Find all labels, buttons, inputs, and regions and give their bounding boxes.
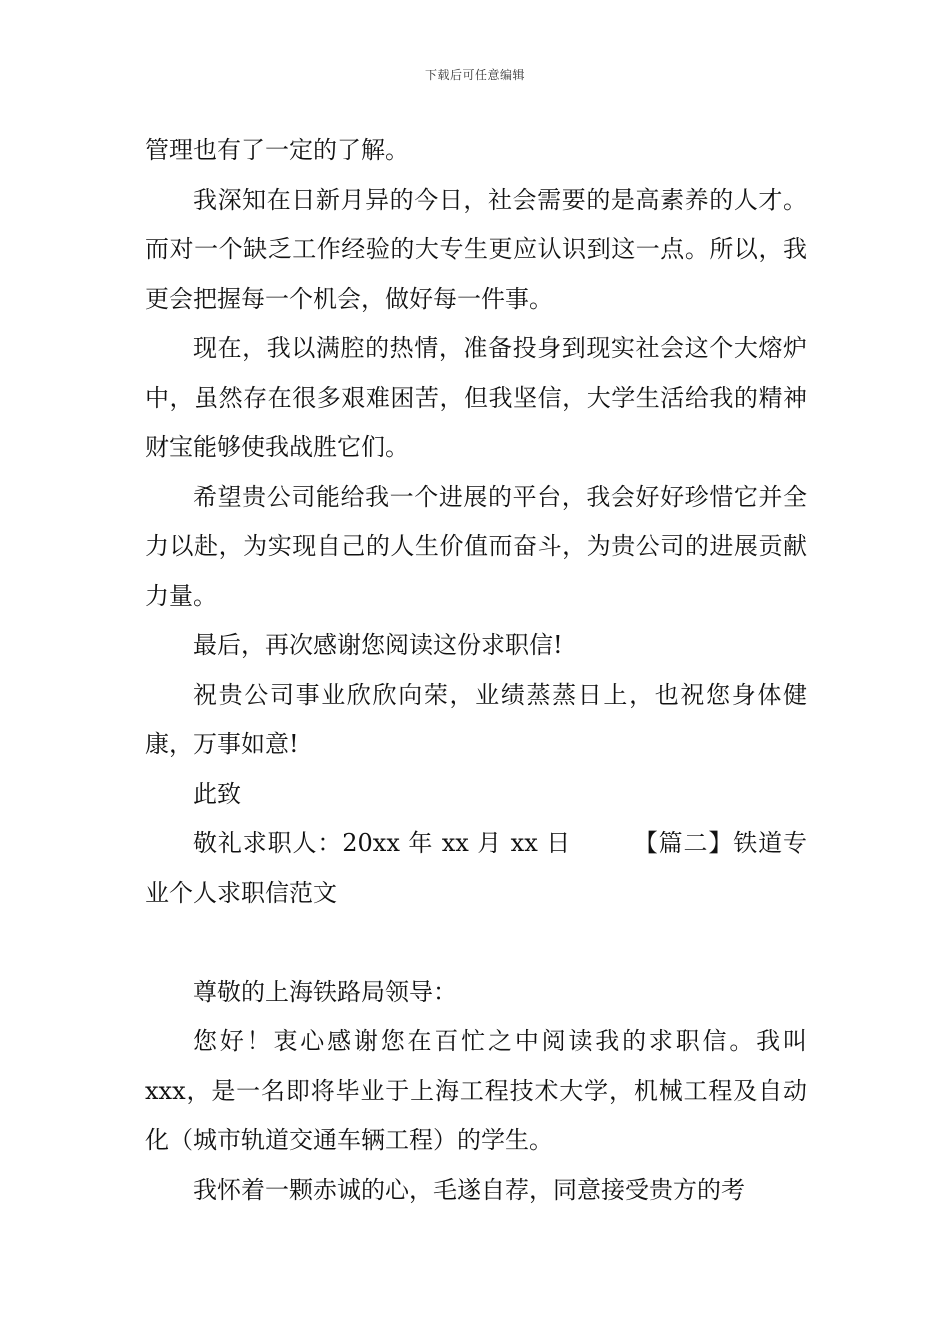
paragraph-4: 希望贵公司能给我一个进展的平台，我会好好珍惜它并全力以赴，为实现自己的人生价值而奋斗，为贵公司的进展贡献力量。 [145, 482, 807, 610]
paragraph-3: 现在，我以满腔的热情，准备投身到现实社会这个大熔炉中，虽然存在很多艰难困苦，但我坚信，大学生活给我的精神财宝能够使我战胜它们。 [145, 334, 807, 461]
paragraph-1: 管理也有了一定的了解。 [145, 136, 409, 164]
paragraph-continued: 我怀着一颗赤诚的心，毛遂自荐，同意接受贵方的考 [193, 1175, 745, 1204]
paragraph-2: 我深知在日新月异的今日，社会需要的是高素养的人才。而对一个缺乏工作经验的大专生更应认识到这一点。所以，我更会把握每一个机会，做好每一件事。 [145, 185, 807, 313]
letter-greeting: 尊敬的上海铁路局领导： [193, 977, 457, 1006]
paragraph-intro: 您好！衷心感谢您在百忙之中阅读我的求职信。我叫 xxx，是一名即将毕业于上海工程技术大学，机械工程及自动化（城市轨道交通车辆工程）的学生。 [145, 1027, 807, 1154]
blank-line [145, 918, 807, 968]
signature-and-section-heading: 敬礼求职人：20xx 年 xx 月 xx 日 【篇二】铁道专业个人求职信范文 [145, 829, 807, 907]
paragraph-6: 祝贵公司事业欣欣向荣，业绩蒸蒸日上，也祝您身体健康，万事如意! [145, 680, 807, 758]
page-header: 下载后可任意编辑 [424, 68, 525, 82]
document-body [145, 126, 807, 1215]
paragraph-5: 最后，再次感谢您阅读这份求职信! [193, 631, 563, 659]
closing-salutation: 此致 [193, 779, 241, 808]
